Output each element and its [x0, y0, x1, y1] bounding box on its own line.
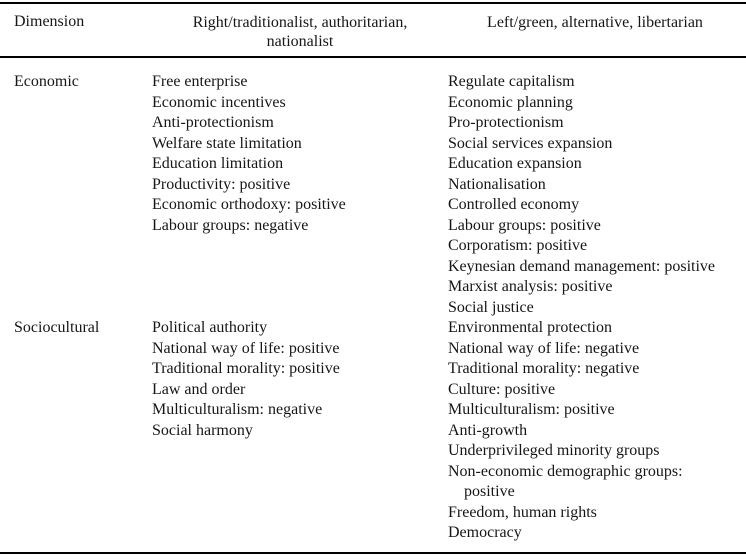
table-bottom-rule: [0, 552, 746, 554]
policy-item: Freedom, human rights: [448, 503, 597, 521]
body-bottom-spacer: [0, 544, 746, 552]
policy-item: Political authority: [152, 319, 268, 336]
policy-item: Labour groups: positive: [448, 216, 601, 234]
policy-item: Culture: positive: [448, 380, 556, 398]
policy-item: Controlled economy: [448, 196, 580, 213]
policy-item: National way of life: negative: [448, 339, 640, 357]
policy-item: Welfare state limitation: [152, 134, 302, 152]
sociocultural-right-pole-items: [152, 318, 448, 441]
policy-item: Environmental protection: [448, 319, 612, 336]
table-header-row: [0, 4, 746, 56]
section-sociocultural: [0, 318, 746, 544]
policy-item: Economic orthodoxy: positive: [152, 196, 346, 213]
policy-item: Social justice: [448, 298, 534, 316]
policy-item: Traditional morality: positive: [152, 360, 340, 377]
policy-item: Regulate capitalism: [448, 73, 575, 90]
policy-item: Non-economic demographic groups: positive: [448, 462, 683, 500]
table-body: [0, 58, 746, 552]
policy-item: Underprivileged minority groups: [448, 442, 660, 459]
policy-item: Economic incentives: [152, 93, 286, 111]
header-dimension: Dimension: [14, 13, 85, 30]
policy-item: Anti-protectionism: [152, 114, 274, 131]
header-left-pole: Left/green, alternative, libertarian: [487, 14, 703, 31]
policy-item: Nationalisation: [448, 175, 546, 193]
dimension-label-economic: Economic: [14, 73, 79, 90]
policy-item: Anti-growth: [448, 421, 528, 439]
economic-left-pole-items: [448, 72, 746, 318]
economic-right-pole-items: [152, 72, 448, 236]
policy-item: Traditional morality: negative: [448, 360, 640, 377]
policy-item: Democracy: [448, 524, 522, 541]
policy-item: Productivity: positive: [152, 175, 291, 193]
policy-item: Pro-protectionism: [448, 114, 564, 131]
policy-item: Social harmony: [152, 421, 253, 439]
policy-item: Social services expansion: [448, 134, 613, 152]
policy-item: National way of life: positive: [152, 339, 340, 357]
section-economic: [0, 72, 746, 318]
policy-item: Education limitation: [152, 155, 284, 172]
sociocultural-left-pole-items: [448, 318, 746, 544]
dimension-label-sociocultural: Sociocultural: [14, 319, 100, 336]
policy-item: Keynesian demand management: positive: [448, 257, 716, 275]
policy-item: Law and order: [152, 380, 246, 398]
policy-item: Corporatism: positive: [448, 237, 588, 254]
policy-item: Labour groups: negative: [152, 216, 309, 234]
policy-item: Multiculturalism: positive: [448, 401, 615, 418]
policy-item: Multiculturalism: negative: [152, 401, 323, 418]
policy-item: Education expansion: [448, 155, 582, 172]
policy-item: Economic planning: [448, 93, 573, 111]
policy-item: Free enterprise: [152, 73, 248, 90]
header-right-pole: Right/traditionalist, authoritarian, nationalist: [192, 14, 408, 50]
policy-item: Marxist analysis: positive: [448, 278, 613, 295]
